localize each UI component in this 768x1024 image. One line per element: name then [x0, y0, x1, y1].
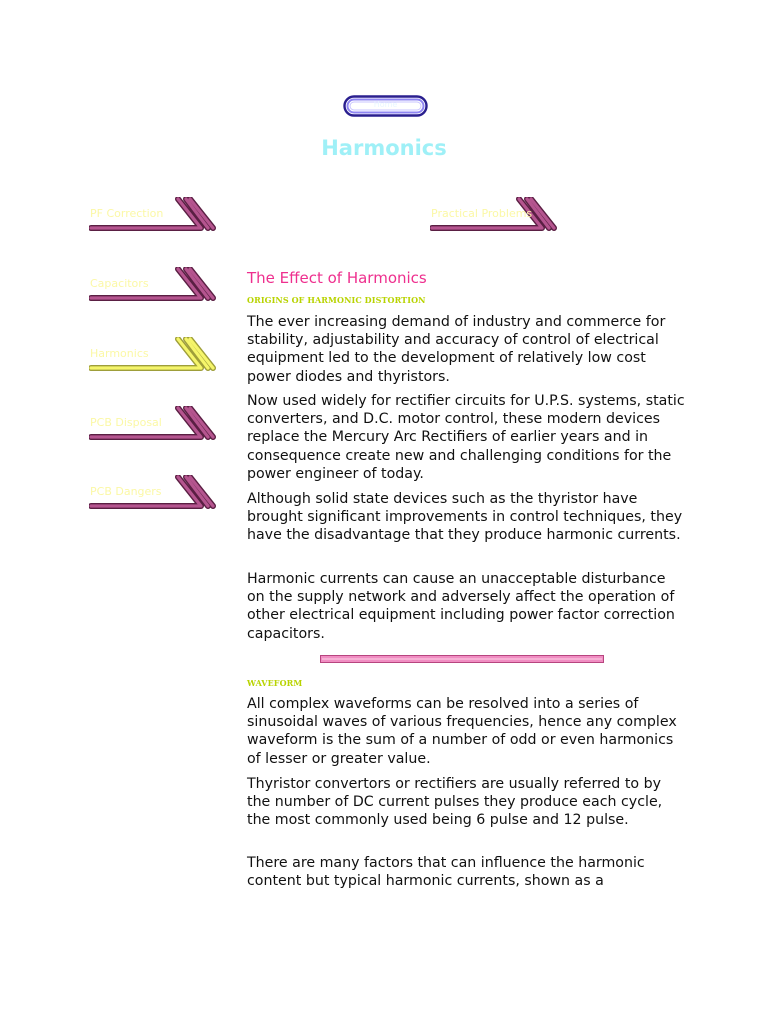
- page-title: Harmonics: [321, 136, 447, 160]
- nav-button-capacitors[interactable]: [89, 267, 221, 303]
- waveform-subheading: WAVEFORM: [247, 678, 303, 688]
- paragraph: Now used widely for rectifier circuits for U.P.S. systems, static converters, and D.C. motor control, these modern devices replace the Mercury Arc Rectifiers of earlier years and in consequence create new and challenging conditions for the power engineer of today.: [247, 393, 685, 482]
- paragraph: The ever increasing demand of industry and commerce for stability, adjustability and accuracy of control of electrical equipment led to the development of relatively low cost power diodes and thyristors.: [247, 314, 666, 385]
- nav-label: Harmonics: [90, 347, 149, 360]
- paragraph: There are many factors that can influence the harmonic content but typical harmonic currents, shown as a: [247, 855, 645, 890]
- nav-button-pcb-disposal[interactable]: [89, 406, 221, 442]
- paragraph: Harmonic currents can cause an unacceptable disturbance on the supply network and adversely affect the operation of other electrical equipment including power factor correction capacitors.: [247, 571, 675, 642]
- home-button-label: Home: [373, 100, 398, 109]
- paragraph: All complex waveforms can be resolved into a series of sinusoidal waves of various frequencies, hence any complex waveform is the sum of a number of odd or even harmonics of lesser or greater value.: [247, 696, 677, 767]
- nav-label: Capacitors: [90, 277, 149, 290]
- nav-label: PCB Dangers: [90, 485, 162, 498]
- section-heading: The Effect of Harmonics: [247, 269, 427, 287]
- nav-button-practical-problems[interactable]: [430, 197, 562, 233]
- nav-button-pcb-dangers[interactable]: [89, 475, 221, 511]
- paragraph: Although solid state devices such as the thyristor have brought significant improvements in control techniques, they have the disadvantage that they produce harmonic currents.: [247, 491, 683, 544]
- origins-subheading: ORIGINS OF HARMONIC DISTORTION: [247, 295, 426, 305]
- nav-label: PF Correction: [90, 207, 164, 220]
- nav-button-pf-correction[interactable]: [89, 197, 221, 233]
- nav-label: Practical Problems: [431, 207, 533, 220]
- section-divider: [320, 648, 604, 656]
- home-button[interactable]: [343, 95, 428, 117]
- nav-label: PCB Disposal: [90, 416, 162, 429]
- paragraph: Thyristor convertors or rectifiers are usually referred to by the number of DC current pulses they produce each cycle, the most commonly used being 6 pulse and 12 pulse.: [247, 776, 663, 829]
- nav-button-harmonics[interactable]: [89, 337, 221, 373]
